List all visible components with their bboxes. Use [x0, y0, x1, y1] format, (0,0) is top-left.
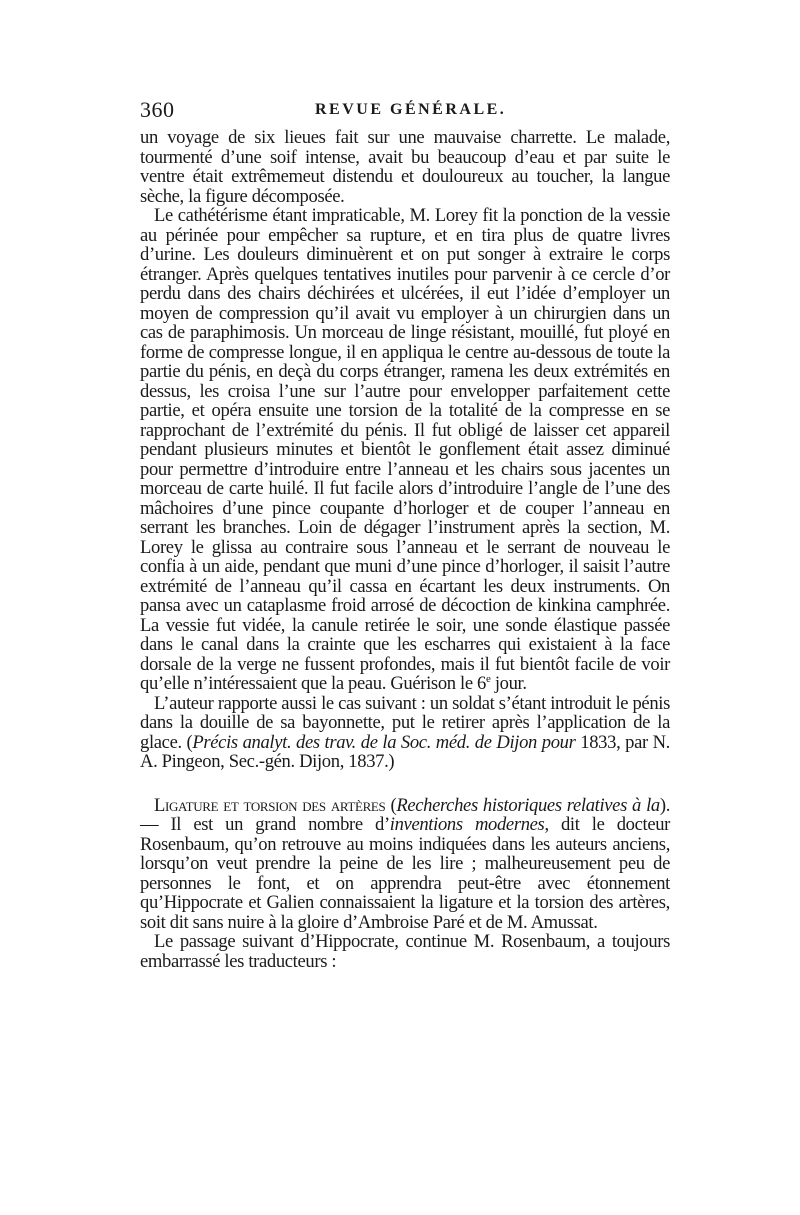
paragraph-hippocrates	[140, 932, 670, 971]
section-subtitle: Recherches historiques relatives à la	[396, 794, 660, 816]
superscript: e	[485, 672, 491, 685]
paragraph-second-case	[140, 694, 670, 772]
paragraph-case-description	[140, 206, 670, 694]
paragraph-text: , dit le docteur Rosenbaum, qu’on retrouve au moins indiquées dans les auteurs anciens, lorsqu’on veut prendre la peine de les lire ; malheureusement peu de personnes le font, et on apprendra peut-être avec étonnement qu’Hippocrate et Galien connaissaient la ligature et la torsion des artères, soit dit sans nuire à la gloire d’Ambroise Paré et de M. Amussat.	[140, 814, 671, 933]
section-gap	[140, 772, 670, 796]
paragraph-text-mid: ). — Il est un grand nombre d’	[140, 794, 670, 835]
paragraph-text-tail: jour.	[490, 673, 527, 694]
page-number: 360	[140, 97, 175, 122]
paragraph-text: Le cathétérisme étant impraticable, M. Lorey fit la ponction de la vessie au périnée pour empêcher sa rupture, et en tira plus de quatre livres d’urine. Les douleurs diminuèrent et on put songer à extraire le corps étranger. Après quelques tentatives inutiles pour parvenir à ce cercle d’or perdu dans des chairs déchirées et ulcérées, il eut l’idée d’employer un moyen de compression qu’il avait vu employer à un chirurgien dans un cas de paraphimosis. Un morceau de linge résistant, mouillé, fut ployé en forme de compresse longue, il en appliqua le centre au-dessous de toute la partie du pénis, en deçà du corps étranger, ramena les deux extrémités en dessus, les croisa l’une sur l’autre pour envelopper parfaitement cette partie, et opéra ensuite une torsion de la totalité de la compresse en se rapprochant de l’extrémité du pénis. Il fut obligé de laisser cet appareil pendant plusieurs minutes et bientôt le gonflement était assez diminué pour permettre d’introduire entre l’anneau et les chairs sous jacentes un morceau de carte huilé. Il fut facile alors d’introduire l’angle de l’une des mâchoires d’une pince coupante d’horloger et de couper l’anneau en serrant les branches. Loin de dégager l’instrument après la section, M. Lorey le glissa au contraire sous l’anneau et le serrant de nouveau le confia à un aide, pendant que muni d’une pince d’horloger, il saisit l’autre extrémité de l’anneau qu’il cassa en écartant les deux instruments. On pansa avec un cataplasme froid arrosé de décoction de kinkina camphrée. La vessie fut vidée, la canule retirée le soir, une sonde élastique passée dans le canal dans la crainte que les escharres qui existaient à la face dorsale de la verge ne fussent profondes, mais il fut bientôt facile de voir qu’elle n’intéressaient que la peau. Guérison le 6	[140, 205, 670, 694]
section-heading: Ligature et torsion des artères	[154, 794, 386, 816]
running-head: REVUE GÉNÉRALE.	[315, 101, 507, 118]
citation-title: Précis analyt. des trav. de la Soc. méd. de Dijon pour	[192, 731, 576, 753]
paragraph-continuation	[140, 128, 670, 206]
body-text	[140, 128, 670, 971]
paragraph-text: L’auteur rapporte aussi le cas suivant : un soldat s’étant introduit le pénis dans la douille de sa bayonnette, put le retirer après l’application de la glace. (	[140, 692, 670, 753]
citation-tail: 1833, par N. A. Pingeon, Sec.-gén. Dijon, 1837.)	[140, 731, 670, 772]
paragraph-text: un voyage de six lieues fait sur une mauvaise charrette. Le malade, tourmenté d’une soif intense, avait bu beaucoup d’eau et par suite le ventre était extrêmemeut distendu et douloureux au toucher, la langue sèche, la figure décomposée.	[140, 127, 670, 207]
paragraph-text: Le passage suivant d’Hippocrate, continue M. Rosenbaum, a toujours embarrassé les traducteurs :	[140, 931, 670, 972]
page-header	[140, 97, 670, 127]
italic-phrase: inventions modernes	[389, 814, 545, 835]
paragraph-ligature-section	[140, 796, 670, 933]
heading-lead: (	[385, 794, 397, 816]
